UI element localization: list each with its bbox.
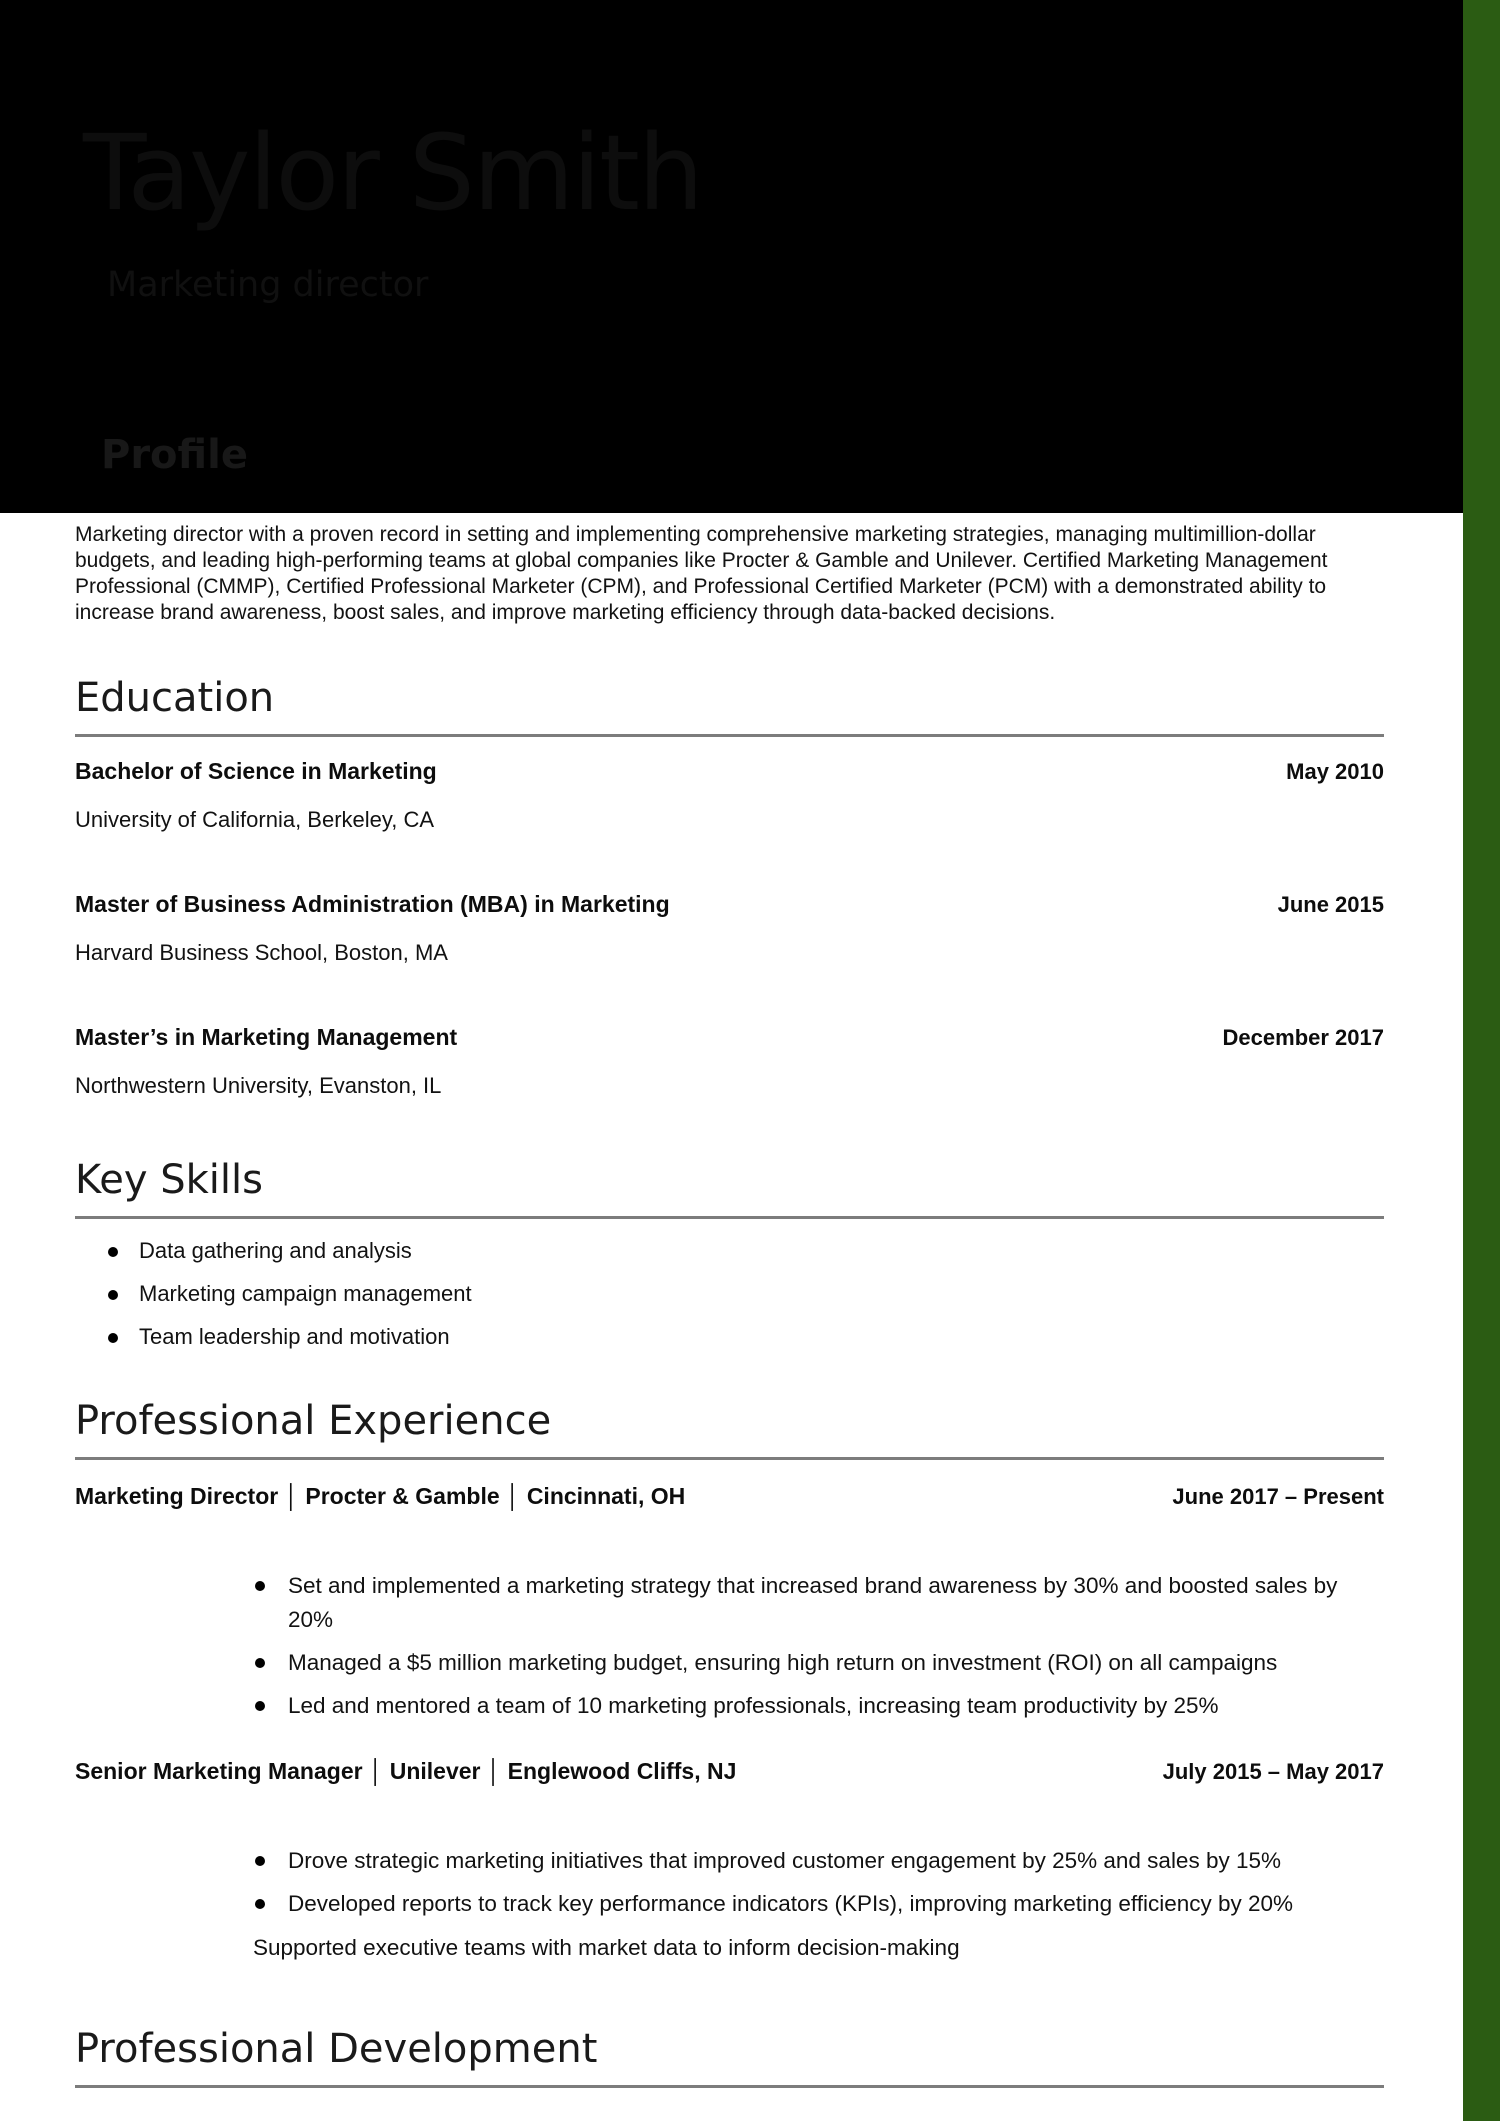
degree-school: Harvard Business School, Boston, MA: [75, 940, 448, 965]
job-bullet-list: [75, 1844, 1384, 1921]
skill-item: [108, 1323, 1384, 1351]
resume-body: [75, 513, 1384, 2088]
job-title-row: [75, 1757, 1384, 1786]
education-entry: [75, 890, 1384, 967]
bullet-dot-icon: [255, 1581, 265, 1591]
key-skills-section-heading: Key Skills: [75, 1157, 263, 1203]
person-job-title: Marketing director: [107, 265, 429, 305]
job-entry: [75, 1482, 1384, 1723]
section-divider: [75, 2085, 1384, 2088]
job-bullet: [255, 1646, 1384, 1680]
job-bullet: [255, 1569, 1384, 1637]
job-bullet-text: Managed a $5 million marketing budget, ensuring high return on investment (ROI) on all campaigns: [288, 1650, 1278, 1675]
header-banner: [0, 0, 1463, 513]
education-entry: [75, 757, 1384, 834]
job-bullet: [255, 1689, 1384, 1723]
skill-item-label: Marketing campaign management: [139, 1281, 472, 1306]
bullet-dot-icon: [108, 1333, 118, 1343]
job-note: Supported executive teams with market data to inform decision-making: [253, 1935, 960, 1960]
bullet-dot-icon: [255, 1899, 265, 1909]
accent-stripe: [1463, 0, 1500, 2121]
person-name: Taylor Smith: [83, 112, 702, 234]
job-title-row: [75, 1482, 1384, 1511]
degree-school: University of California, Berkeley, CA: [75, 807, 435, 832]
profile-summary: Marketing director with a proven record in setting and implementing comprehensive marketing strategies, managing multimillion-dollar budgets, and leading high-performing teams at global companies like Procter & Gamble and Unilever. Certified Marketing Management Professional (CMMP), Certified Professional Marketer (CPM), and Professional Certified Marketer (PCM) with a demonstrated ability to increase brand awareness, boost sales, and improve marketing efficiency through data-backed decisions.: [75, 523, 1328, 624]
bullet-dot-icon: [108, 1247, 118, 1257]
profile-section-heading: Profile: [101, 432, 249, 478]
job-bullet-text: Drove strategic marketing initiatives that improved customer engagement by 25% and sales by 15%: [288, 1848, 1281, 1873]
job-bullet-text: Set and implemented a marketing strategy that increased brand awareness by 30% and boosted sales by 20%: [288, 1573, 1338, 1632]
section-divider: [75, 1216, 1384, 1219]
education-entry-row: [75, 1023, 1384, 1052]
degree-date: June 2015: [1277, 892, 1384, 917]
degree-title: Bachelor of Science in Marketing: [75, 758, 437, 784]
degree-title: Master of Business Administration (MBA) in Marketing: [75, 891, 670, 917]
skill-item: [108, 1280, 1384, 1308]
degree-school: Northwestern University, Evanston, IL: [75, 1073, 442, 1098]
job-dates: June 2017 – Present: [1172, 1484, 1384, 1509]
job-title-line: Marketing Director │ Procter & Gamble │ Cincinnati, OH: [75, 1483, 686, 1509]
job-bullet: [255, 1844, 1384, 1878]
skill-item: [108, 1237, 1384, 1265]
job-title-line: Senior Marketing Manager │ Unilever │ Englewood Cliffs, NJ: [75, 1758, 737, 1784]
job-bullet-text: Led and mentored a team of 10 marketing professionals, increasing team productivity by 25%: [288, 1693, 1219, 1718]
bullet-dot-icon: [108, 1290, 118, 1300]
job-entry: [75, 1757, 1384, 1965]
section-divider: [75, 734, 1384, 737]
degree-title: Master’s in Marketing Management: [75, 1024, 458, 1050]
degree-date: May 2010: [1286, 759, 1384, 784]
job-bullet-list: [75, 1569, 1384, 1723]
job-dates: July 2015 – May 2017: [1162, 1759, 1384, 1784]
degree-date: December 2017: [1222, 1025, 1384, 1050]
skill-item-label: Data gathering and analysis: [139, 1238, 412, 1263]
experience-section-heading: Professional Experience: [75, 1398, 552, 1444]
education-entry-row: [75, 757, 1384, 786]
bullet-dot-icon: [255, 1701, 265, 1711]
section-divider: [75, 1457, 1384, 1460]
job-bullet: [255, 1887, 1384, 1921]
bullet-dot-icon: [255, 1658, 265, 1668]
skill-item-label: Team leadership and motivation: [139, 1324, 450, 1349]
bullet-dot-icon: [255, 1856, 265, 1866]
education-section-heading: Education: [75, 675, 275, 721]
job-bullet-text: Developed reports to track key performance indicators (KPIs), improving marketing efficiency by 20%: [288, 1891, 1294, 1916]
education-entry-row: [75, 890, 1384, 919]
skills-list: [75, 1237, 1384, 1351]
development-section-heading: Professional Development: [75, 2026, 598, 2072]
education-entry: [75, 1023, 1384, 1100]
